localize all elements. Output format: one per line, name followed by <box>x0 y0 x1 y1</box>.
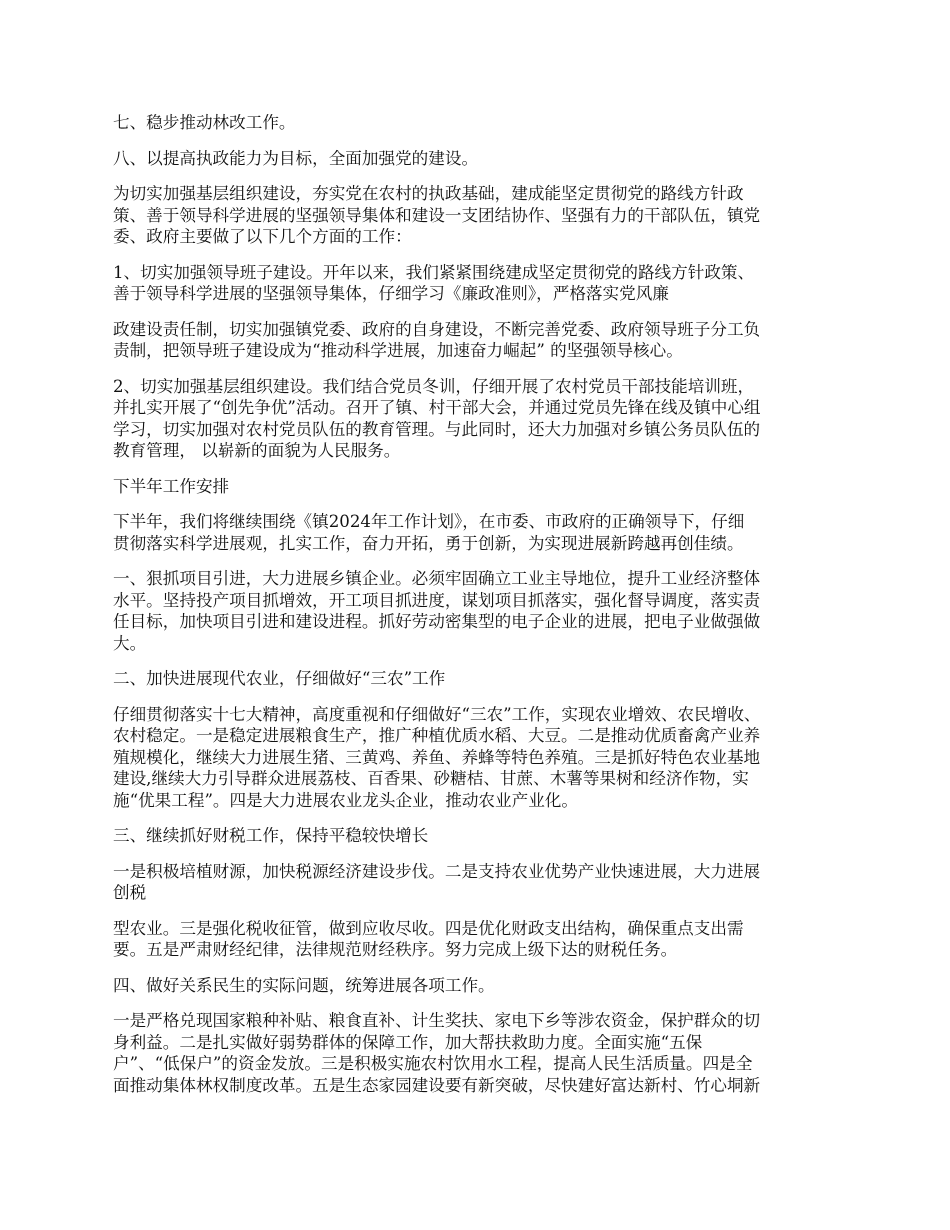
section-heading-second-half-plan: 下半年工作安排 <box>113 476 230 496</box>
paragraph-livelihood-heading: 四、做好关系民生的实际问题，统筹进展各项工作。 <box>113 975 495 995</box>
paragraph-party-building-intro: 为切实加强基层组织建设，夯实党在农村的执政基础，建成能坚定贯彻党的路线方针政 策、善于领导科学进展的坚强领导集体和建设一支团结协作、坚强有力的干部队伍，镇党 委、政府主要做了以下几个方面的工作： <box>113 184 761 246</box>
paragraph-second-half-intro: 下半年，我们将继续围绕《镇2024年工作计划》，在市委、市政府的正确领导下，仔细 贯彻落实科学进展观，扎实工作，奋力开拓，勇于创新，为实现进展新跨越再创佳绩。 <box>113 512 745 553</box>
paragraph-party-building-heading: 八、以提高执政能力为目标，全面加强党的建设。 <box>113 148 479 168</box>
document-body <box>113 112 843 1110</box>
paragraph-leadership-team-continued: 政建设责任制，切实加强镇党委、政府的自身建设，不断完善党委、政府领导班子分工负 责制，把领导班子建设成为“推动科学进展，加速奋力崛起” 的坚强领导核心。 <box>113 319 761 360</box>
paragraph-finance-details: 一是积极培植财源，加快税源经济建设步伐。二是支持农业优势产业快速进展，大力进展 创税 <box>113 861 761 902</box>
paragraph-grassroots-organization: 2、切实加强基层组织建设。我们结合党员冬训，仔细开展了农村党员干部技能培训班， 并扎实开展了“创先争优”活动。召开了镇、村干部大会，并通过党员先锋在线及镇中心组 学习，切实加强对农村党员队伍的教育管理。与此同时，还大力加强对乡镇公务员队伍的 教育管理， 以崭新的面貌为人民服务。 <box>113 376 761 460</box>
paragraph-finance-heading: 三、继续抓好财税工作，保持平稳较快增长 <box>113 826 429 845</box>
paragraph-finance-details-continued: 型农业。三是强化税收征管，做到应收尽收。四是优化财政支出结构，确保重点支出需 要。五是严肃财经纪律，法律规范财经秩序。努力完成上级下达的财税任务。 <box>113 918 744 959</box>
paragraph-agriculture-heading: 二、加快进展现代农业，仔细做好“三农”工作 <box>113 669 446 688</box>
paragraph-livelihood-details: 一是严格兑现国家粮种补贴、粮食直补、计生奖扶、家电下乡等涉农资金，保护群众的切 身利益。二是扎实做好弱势群体的保障工作，加大帮扶救助力度。全面实施“五保 户”、“低保户”的资金发放。三是积极实施农村饮用水工程，提高人民生活质量。四是全 面推动集体林权制度改革。五是生态家园建设要有新突破，尽快建好富达新村、竹心垌新 <box>113 1011 761 1095</box>
paragraph-agriculture-details: 仔细贯彻落实十七大精神，高度重视和仔细做好“三农”工作，实现农业增效、农民增收、 农村稳定。一是稳定进展粮食生产，推广种植优质水稻、大豆。二是推动优质畜禽产业养 殖规模化，继续大力进展生猪、三黄鸡、养鱼、养蜂等特色养殖。三是抓好特色农业基地 建设,继续大力引导群众进展荔枝、百香果、砂糖桔、甘蔗、木薯等果树和经济作物，实 施“优果工程”。四是大力进展农业龙头企业，推动农业产业化。 <box>113 704 761 810</box>
paragraph-project-introduction: 一、狠抓项目引进，大力进展乡镇企业。必须牢固确立工业主导地位，提升工业经济整体 水平。坚持投产项目抓增效，开工项目抓进度，谋划项目抓落实，强化督导调度，落实责 任目标，加快项目引进和建设进程。抓好劳动密集型的电子企业的进展，把电子业做强做 大。 <box>113 569 761 653</box>
paragraph-leadership-team: 1、切实加强领导班子建设。开年以来，我们紧紧围绕建成坚定贯彻党的路线方针政策、 善于领导科学进展的坚强领导集体，仔细学习《廉政准则》，严格落实党风廉 <box>113 262 755 303</box>
paragraph-forest-reform: 七、稳步推动林改工作。 <box>113 113 296 132</box>
